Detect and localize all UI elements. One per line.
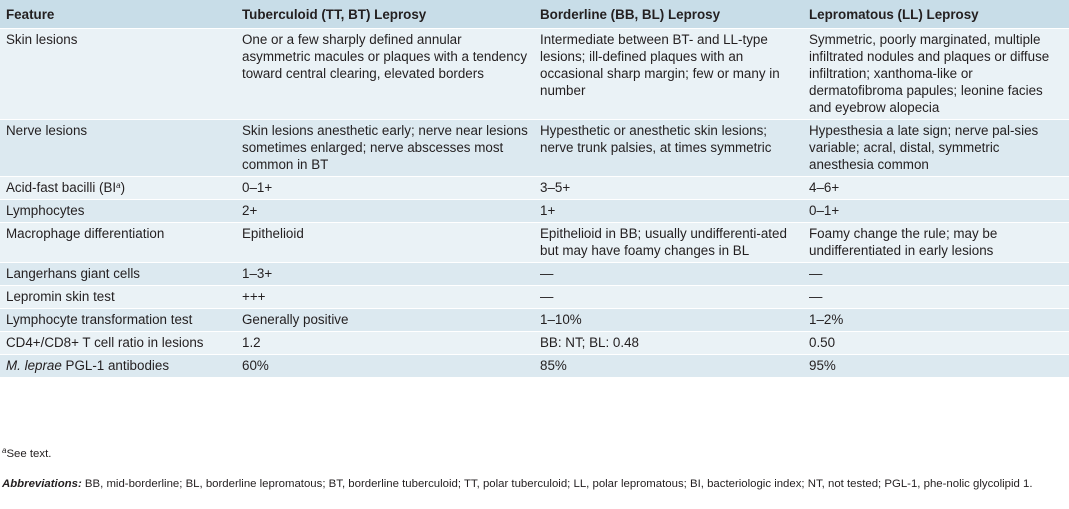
cell-lepromatous: 95% [803, 355, 1069, 378]
cell-lepromatous: Foamy change the rule; may be undifferentiated in early lesions [803, 223, 1069, 263]
cell-borderline: 1–10% [534, 309, 803, 332]
header-lepromatous: Lepromatous (LL) Leprosy [803, 0, 1069, 29]
cell-tuberculoid: 0–1+ [236, 177, 534, 200]
header-borderline: Borderline (BB, BL) Leprosy [534, 0, 803, 29]
cell-feature: Lepromin skin test [0, 286, 236, 309]
table-body [0, 29, 1069, 378]
cell-tuberculoid: Generally positive [236, 309, 534, 332]
cell-tuberculoid: 1–3+ [236, 263, 534, 286]
abbreviations-label: Abbreviations: [2, 478, 82, 490]
table-row [0, 120, 1069, 177]
footnote-marker: a [116, 181, 121, 190]
feature-text: PGL-1 antibodies [61, 358, 170, 373]
cell-feature: Nerve lesions [0, 120, 236, 177]
cell-borderline: 85% [534, 355, 803, 378]
cell-borderline: 1+ [534, 200, 803, 223]
cell-lepromatous: Hypesthesia a late sign; nerve pal-sies variable; acral, distal, symmetric anesthesia common [803, 120, 1069, 177]
cell-lepromatous: — [803, 286, 1069, 309]
cell-lepromatous: 4–6+ [803, 177, 1069, 200]
cell-feature: Langerhans giant cells [0, 263, 236, 286]
cell-feature: Macrophage differentiation [0, 223, 236, 263]
cell-lepromatous: Symmetric, poorly marginated, multiple infiltrated nodules and plaques or diffuse infiltration; xanthoma-like or dermatofibroma papules; leonine facies and eyebrow alopecia [803, 29, 1069, 120]
table-row [0, 223, 1069, 263]
cell-feature [0, 177, 236, 200]
cell-lepromatous: 0.50 [803, 332, 1069, 355]
cell-borderline: Epithelioid in BB; usually undifferenti-ated but may have foamy changes in BL [534, 223, 803, 263]
cell-borderline: Intermediate between BT- and LL-type lesions; ill-defined plaques with an occasional sharp margin; few or many in number [534, 29, 803, 120]
feature-italic-organism: M. leprae [6, 358, 62, 373]
table-row [0, 332, 1069, 355]
cell-lepromatous: 1–2% [803, 309, 1069, 332]
cell-borderline: 3–5+ [534, 177, 803, 200]
footnote-marker: a [2, 446, 7, 455]
feature-close-paren: ) [120, 180, 126, 195]
cell-tuberculoid: 2+ [236, 200, 534, 223]
cell-feature [0, 355, 236, 378]
table-row [0, 200, 1069, 223]
cell-feature: CD4+/CD8+ T cell ratio in lesions [0, 332, 236, 355]
cell-lepromatous: — [803, 263, 1069, 286]
cell-feature: Lymphocyte transformation test [0, 309, 236, 332]
cell-borderline: — [534, 263, 803, 286]
cell-lepromatous: 0–1+ [803, 200, 1069, 223]
feature-text: Acid-fast bacilli (BI [6, 180, 117, 195]
table-row [0, 177, 1069, 200]
cell-tuberculoid: 1.2 [236, 332, 534, 355]
footnote-text: See text. [6, 448, 52, 460]
abbreviations-text: BB, mid-borderline; BL, borderline lepromatous; BT, borderline tuberculoid; TT, polar tuberculoid; LL, polar lepromatous; BI, bacteriologic index; NT, not tested; PGL-1, phe-nolic glycolipid 1. [81, 478, 1033, 490]
cell-borderline: — [534, 286, 803, 309]
cell-tuberculoid: Epithelioid [236, 223, 534, 263]
cell-feature: Lymphocytes [0, 200, 236, 223]
table-row [0, 29, 1069, 120]
table-header [0, 0, 1069, 29]
cell-tuberculoid: One or a few sharply defined annular asymmetric macules or plaques with a tendency toward central clearing, elevated borders [236, 29, 534, 120]
abbreviations-note [2, 477, 1062, 492]
cell-tuberculoid: +++ [236, 286, 534, 309]
table-row [0, 355, 1069, 378]
header-row [0, 0, 1069, 29]
cell-feature: Skin lesions [0, 29, 236, 120]
table-footnote [2, 447, 51, 461]
header-tuberculoid: Tuberculoid (TT, BT) Leprosy [236, 0, 534, 29]
cell-borderline: Hypesthetic or anesthetic skin lesions; nerve trunk palsies, at times symmetric [534, 120, 803, 177]
cell-tuberculoid: 60% [236, 355, 534, 378]
cell-borderline: BB: NT; BL: 0.48 [534, 332, 803, 355]
table-row [0, 263, 1069, 286]
table-row [0, 286, 1069, 309]
table-row [0, 309, 1069, 332]
header-feature: Feature [0, 0, 236, 29]
cell-tuberculoid: Skin lesions anesthetic early; nerve near lesions sometimes enlarged; nerve abscesses most common in BT [236, 120, 534, 177]
